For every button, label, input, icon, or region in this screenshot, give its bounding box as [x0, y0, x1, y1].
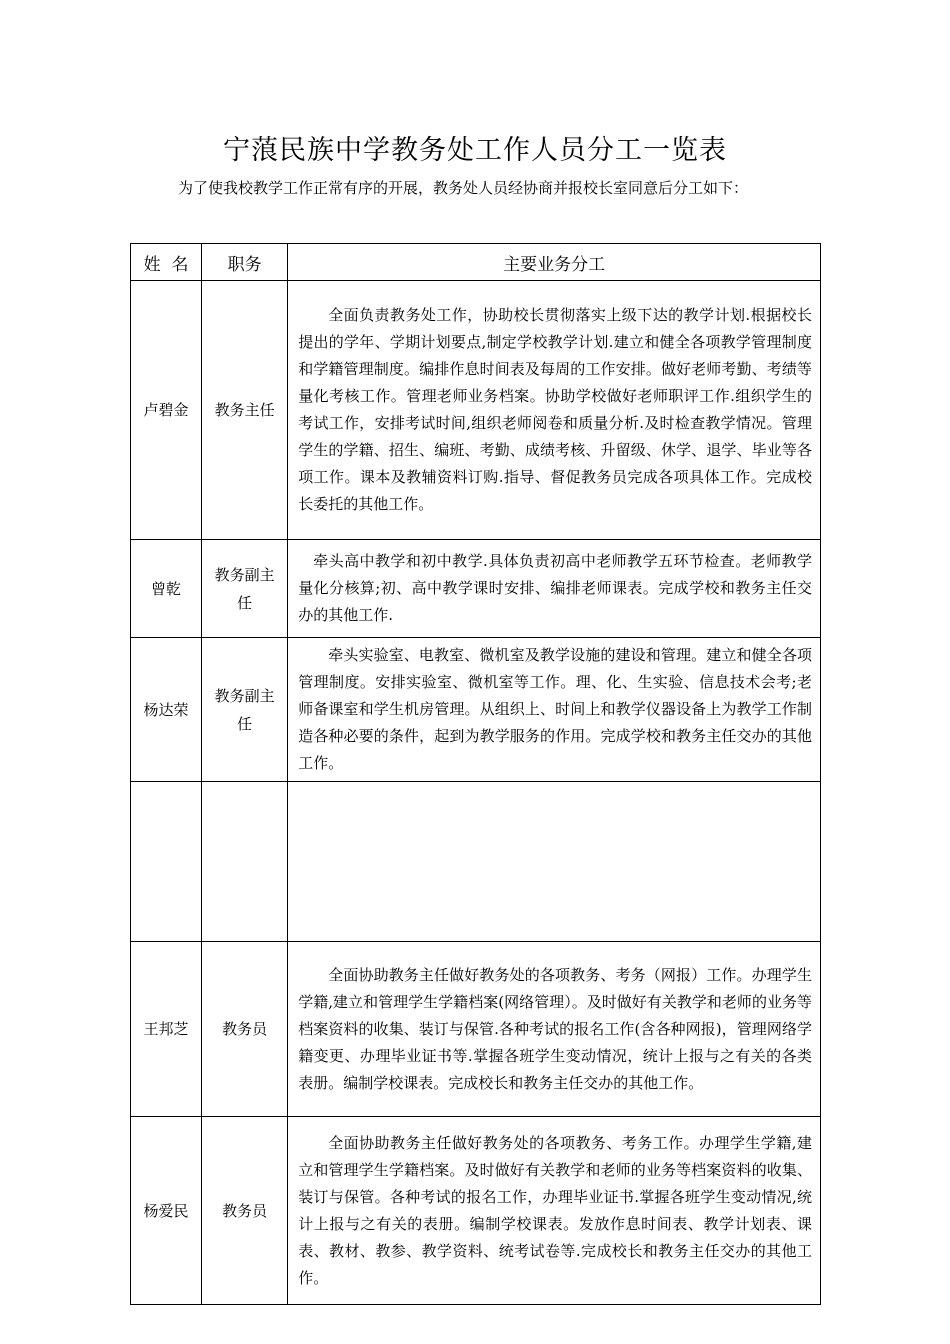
cell-name: 卢碧金	[131, 281, 202, 540]
table-row	[131, 281, 821, 540]
cell-name: 杨达荣	[131, 638, 202, 782]
cell-role	[202, 281, 288, 540]
cell-role	[202, 1117, 288, 1305]
duty-text: 全面协助教务主任做好教务处的各项教务、考务（网报）工作。办理学生学籍,建立和管理学生学籍档案(网络管理）。及时做好有关教学和老师的业务等档案资料的收集、装订与保管.各种考试的报名工作(含各种网报)，管理网络学籍变更、办理毕业证书等.掌握各班学生变动情况，统计上报与之有关的各类表册。编制学校课表。完成校长和教务主任交办的其他工作。	[298, 965, 812, 1092]
header-name: 姓 名	[131, 244, 202, 281]
table-row	[131, 638, 821, 782]
cell-duty	[288, 942, 821, 1117]
table-header-row	[131, 244, 821, 281]
cell-duty	[288, 540, 821, 638]
cell-role	[202, 540, 288, 638]
cell-duty	[288, 638, 821, 782]
duty-table	[130, 243, 821, 1305]
cell-name: 王邦芝	[131, 942, 202, 1117]
cell-name	[131, 782, 202, 942]
role-text: 教务员	[222, 1201, 268, 1220]
cell-duty	[288, 281, 821, 540]
table-row	[131, 540, 821, 638]
duty-text: 牵头实验室、电教室、微机室及教学设施的建设和管理。建立和健全各项管理制度。安排实验室、微机室等工作。理、化、生实验、信息技术会考;老师备课室和学生机房管理。从组织上、时间上和教学仪器设备上为教学工作制造各种必要的条件，起到为教学服务的作用。完成学校和教务主任交办的其他工作。	[298, 646, 812, 772]
duty-text: 牵头高中教学和初中教学.具体负责初高中老师教学五环节检查。老师教学量化分核算;初、高中教学课时安排、编排老师课表。完成学校和教务主任交办的其他工作.	[298, 552, 812, 624]
duty-text: 全面协助教务主任做好教务处的各项教务、考务工作。办理学生学籍,建立和管理学生学籍档案。及时做好有关教学和老师的业务等档案资料的收集、装订与保管。各种考试的报名工作，办理毕业证书.掌握各班学生变动情况,统计上报与之有关的表册。编制学校课表。发放作息时间表、教学计划表、课表、教材、教参、教学资料、统考试卷等.完成校长和教务主任交办的其他工作。	[298, 1133, 812, 1287]
intro-text: 为了使我校教学工作正常有序的开展，教务处人员经协商并报校长室同意后分工如下：	[178, 179, 749, 197]
role-text: 教务员	[222, 1020, 268, 1038]
table-row-empty	[131, 782, 821, 942]
role-text: 教务副主任	[214, 565, 275, 612]
header-duty: 主要业务分工	[288, 244, 821, 281]
header-role: 职务	[202, 244, 288, 281]
role-text: 教务副主任	[214, 686, 275, 733]
cell-role	[202, 638, 288, 782]
duty-text: 全面负责教务处工作，协助校长贯彻落实上级下达的教学计划.根据校长提出的学年、学期计划要点,制定学校教学计划.建立和健全各项教学管理制度和学籍管理制度。编排作息时间表及每周的工作安排。做好老师考勤、考绩等量化考核工作。管理老师业务档案。协助学校做好老师职评工作.组织学生的考试工作，安排考试时间,组织老师阅卷和质量分析.及时检查教学情况。管理学生的学籍、招生、编班、考勤、成绩考核、升留级、休学、退学、毕业等各项工作。课本及教辅资料订购.指导、督促教务员完成各项具体工作。完成校长委托的其他工作。	[298, 306, 812, 513]
role-text: 教务主任	[214, 401, 275, 419]
cell-duty	[288, 1117, 821, 1305]
page-title: 宁蒗民族中学教务处工作人员分工一览表	[223, 135, 727, 166]
cell-role	[202, 942, 288, 1117]
cell-role	[202, 782, 288, 942]
cell-duty	[288, 782, 821, 942]
table-row	[131, 942, 821, 1117]
cell-name: 曾乾	[131, 540, 202, 638]
cell-name: 杨爱民	[131, 1117, 202, 1305]
table-row	[131, 1117, 821, 1305]
